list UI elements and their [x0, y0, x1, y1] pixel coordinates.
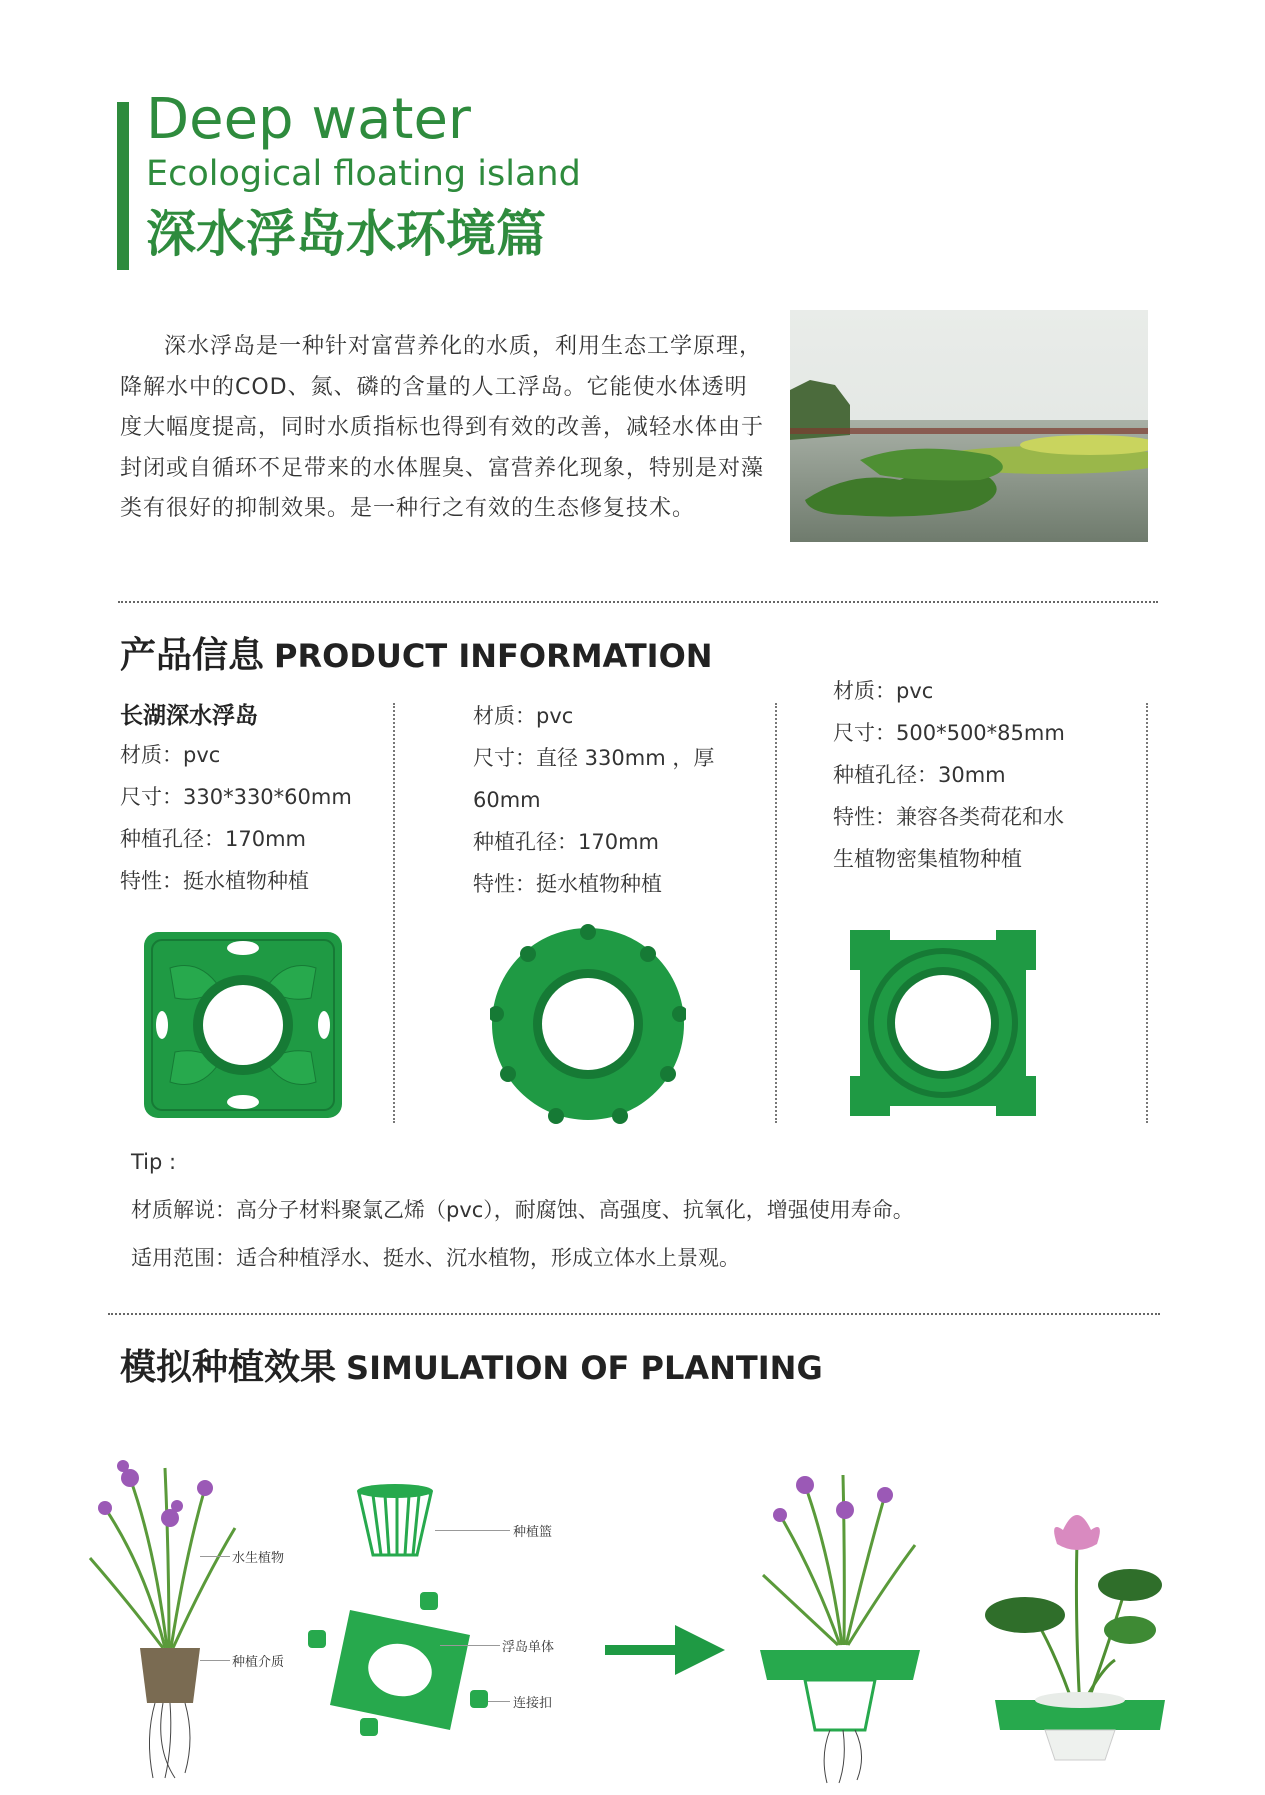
product-2-image — [490, 924, 686, 1128]
leader-line — [440, 1645, 500, 1646]
planted-lotus-illustration — [985, 1500, 1170, 1784]
tip-scope: 适用范围：适合种植浮水、挺水、沉水植物，形成立体水上景观。 — [131, 1246, 740, 1270]
title-english-line1: Deep water — [146, 87, 471, 152]
planted-iris-illustration — [755, 1455, 925, 1789]
product-3-specs — [833, 670, 1065, 880]
spec-line: 材质：pvc — [120, 743, 221, 767]
product-1-name: 长湖深水浮岛 — [120, 703, 258, 729]
label-aquatic-plant: 水生植物 — [232, 1551, 285, 1566]
product-info-heading-en: PRODUCT INFORMATION — [274, 637, 713, 675]
planting-basket-illustration — [355, 1483, 435, 1563]
spec-line: 生植物密集植物种植 — [833, 847, 1022, 871]
tip-label: Tip : — [131, 1150, 177, 1174]
spec-line: 种植孔径：170mm — [120, 827, 306, 851]
tip-block — [131, 1138, 914, 1282]
leader-line — [435, 1530, 510, 1531]
title-accent-bar — [117, 102, 129, 270]
label-floating-unit: 浮岛单体 — [502, 1640, 555, 1655]
product-info-heading-cn: 产品信息 — [120, 635, 265, 676]
column-separator-1 — [393, 703, 395, 1123]
spec-line: 特性：挺水植物种植 — [120, 869, 309, 893]
title-english-line2: Ecological floating island — [146, 154, 581, 194]
label-planting-basket: 种植篮 — [513, 1525, 553, 1540]
product-1-image — [140, 928, 346, 1126]
column-separator-2 — [775, 703, 777, 1123]
spec-line: 种植孔径：170mm — [473, 830, 659, 854]
spec-line: 特性：兼容各类荷花和水 — [833, 805, 1064, 829]
intro-paragraph: 深水浮岛是一种针对富营养化的水质，利用生态工学原理，降解水中的COD、氮、磷的含量的人工浮岛。它能使水体透明度大幅度提高，同时水质指标也得到有效的改善，减轻水体由于封闭或自循环不足带来的水体腥臭、富营养化现象，特别是对藻类有很好的抑制效果。是一种行之有效的生态修复技术。 — [120, 334, 765, 521]
product-2-specs — [473, 695, 714, 905]
label-planting-medium: 种植介质 — [232, 1655, 285, 1670]
leader-line — [488, 1701, 510, 1702]
spec-line: 尺寸：500*500*85mm — [833, 721, 1065, 745]
column-separator-3 — [1146, 703, 1148, 1123]
simulation-heading-en: SIMULATION OF PLANTING — [346, 1349, 823, 1387]
product-1-specs — [120, 734, 352, 902]
product-3-image — [850, 930, 1036, 1120]
iris-plant-illustration — [85, 1448, 245, 1787]
arrow-right-icon — [605, 1625, 725, 1679]
spec-line: 60mm — [473, 788, 541, 812]
spec-line: 材质：pvc — [833, 679, 934, 703]
floating-unit-illustration — [300, 1590, 500, 1744]
divider-2 — [108, 1313, 1160, 1315]
spec-line: 特性：挺水植物种植 — [473, 872, 662, 896]
spec-line: 尺寸：直径 330mm ，厚 — [473, 746, 715, 770]
product-info-heading — [120, 634, 713, 678]
spec-line: 尺寸：330*330*60mm — [120, 785, 352, 809]
label-connector: 连接扣 — [513, 1696, 553, 1711]
divider-1 — [118, 601, 1158, 603]
title-chinese: 深水浮岛水环境篇 — [146, 205, 546, 263]
tip-material: 材质解说：高分子材料聚氯乙烯（pvc），耐腐蚀、高强度、抗氧化，增强使用寿命。 — [131, 1198, 914, 1222]
floating-island-photo — [790, 310, 1148, 542]
simulation-heading — [120, 1346, 823, 1390]
spec-line: 种植孔径：30mm — [833, 763, 1006, 787]
leader-line — [200, 1660, 230, 1661]
spec-line: 材质：pvc — [473, 704, 574, 728]
simulation-heading-cn: 模拟种植效果 — [120, 1347, 337, 1388]
leader-line — [200, 1556, 230, 1557]
